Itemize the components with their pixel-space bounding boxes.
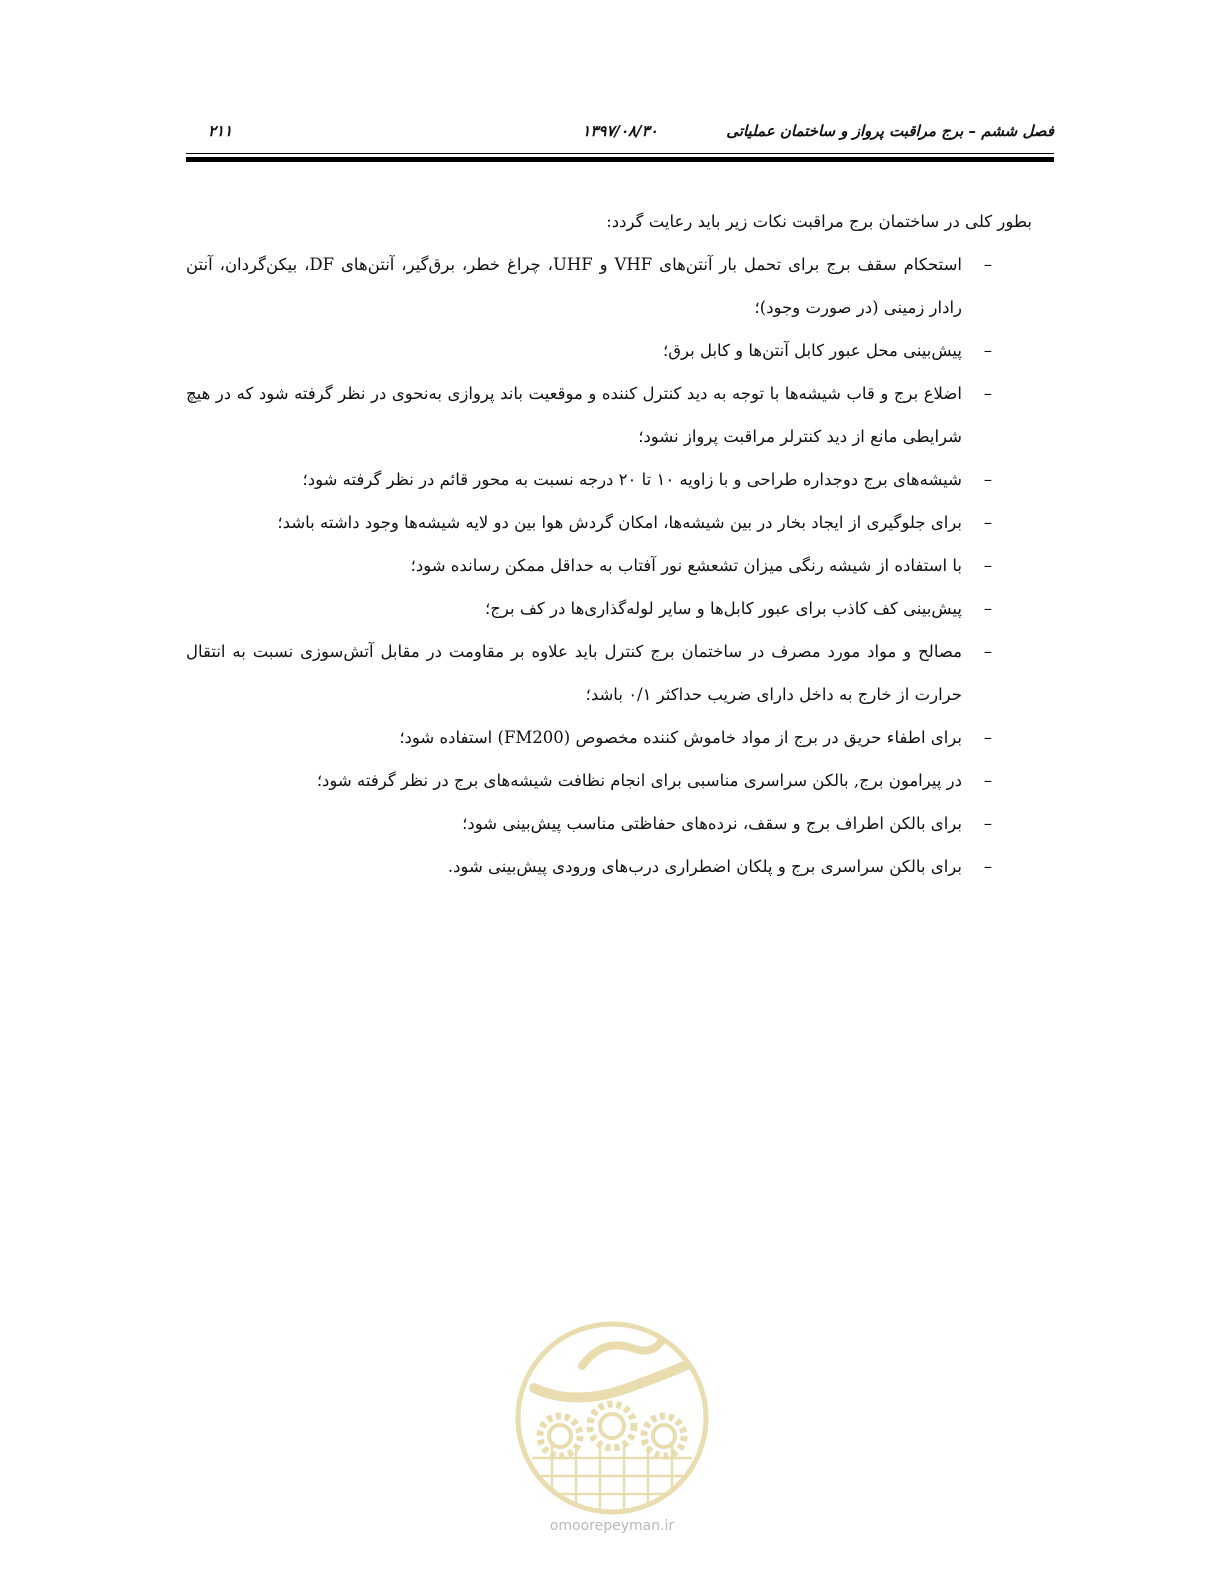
list-item-text: برای بالکن اطراف برج و سقف، نرده‌های حفاظتی مناسب پیش‌بینی شود؛ [462, 814, 962, 833]
bullet-dash: – [983, 556, 992, 575]
bullet-dash: – [983, 470, 992, 489]
list-item [186, 802, 1032, 845]
list-item [186, 544, 1032, 587]
list-item-text: شیشه‌های برج دوجداره طراحی و با زاویه ۱۰ تا ۲۰ درجه نسبت به محور قائم در نظر گرفته شود؛ [302, 470, 962, 489]
bullet-dash: – [983, 255, 992, 274]
list-item-text: استحکام سقف برج برای تحمل بار آنتن‌های VHF و UHF، چراغ خطر، برق‌گیر، آنتن‌های DF، بیکن‌گردان، آنتن رادار زمینی (در صورت وجود)؛ [186, 255, 962, 317]
header-date: ۱۳۹۷/۰۸/۳۰ [582, 122, 658, 140]
watermark-url: omoorepeyman.ir [549, 1518, 675, 1534]
list-item [186, 716, 1032, 759]
watermark-logo-icon [512, 1318, 712, 1518]
list-item-text: مصالح و مواد مورد مصرف در ساختمان برج کنترل باید علاوه بر مقاومت در مقابل آتش‌سوزی نسبت به انتقال حرارت از خارج به داخل دارای ضریب حداکثر ۰/۱ باشد؛ [186, 642, 962, 704]
body-content [186, 200, 1032, 888]
list-item-text: با استفاده از شیشه رنگی میزان تشعشع نور آفتاب به حداقل ممکن رسانده شود؛ [410, 556, 962, 575]
list-item-text: پیش‌بینی کف کاذب برای عبور کابل‌ها و سایر لوله‌گذاری‌ها در کف برج؛ [484, 599, 962, 618]
list-item-text: برای بالکن سراسری برج و پلکان اضطراری درب‌های ورودی پیش‌بینی شود. [447, 857, 962, 876]
list-item [186, 372, 1032, 458]
list-item [186, 630, 1032, 716]
bullet-dash: – [983, 513, 992, 532]
bullet-dash: – [983, 341, 992, 360]
bullet-dash: – [983, 814, 992, 833]
list-item [186, 759, 1032, 802]
list-item [186, 845, 1032, 888]
header-rule-thin [186, 153, 1054, 154]
bullet-dash: – [983, 599, 992, 618]
bullet-dash: – [983, 771, 992, 790]
page-header [186, 118, 1054, 148]
list-item [186, 458, 1032, 501]
list-item [186, 329, 1032, 372]
bullet-dash: – [983, 642, 992, 661]
list-item-text: پیش‌بینی محل عبور کابل آنتن‌ها و کابل برق؛ [662, 341, 962, 360]
header-rule-thick [186, 157, 1054, 162]
chapter-title: فصل ششم – برج مراقبت پرواز و ساختمان عملیاتی [726, 122, 1054, 140]
page-number: ۲۱۱ [208, 122, 233, 140]
bullet-dash: – [983, 857, 992, 876]
requirements-list [186, 243, 1032, 888]
bullet-dash: – [983, 728, 992, 747]
list-item-text: برای جلوگیری از ایجاد بخار در بین شیشه‌ها، امکان گردش هوا بین دو لایه شیشه‌ها وجود داشته باشد؛ [277, 513, 962, 532]
list-item [186, 501, 1032, 544]
list-item-text: در پیرامون برج, بالکن سراسری مناسبی برای انجام نظافت شیشه‌های برج در نظر گرفته شود؛ [316, 771, 962, 790]
list-item [186, 243, 1032, 329]
intro-paragraph: بطور کلی در ساختمان برج مراقبت نکات زیر باید رعایت گردد: [606, 212, 1032, 231]
list-item-text: اضلاع برج و قاب شیشه‌ها با توجه به دید کنترل کننده و موقعیت باند پروازی به‌نحوی در نظر گرفته شود که در هیچ شرایطی مانع از دید کنترلر مراقبت پرواز نشود؛ [186, 384, 962, 446]
list-item [186, 587, 1032, 630]
bullet-dash: – [983, 384, 992, 403]
list-item-text: برای اطفاء حریق در برج از مواد خاموش کننده مخصوص (FM200) استفاده شود؛ [399, 728, 962, 747]
